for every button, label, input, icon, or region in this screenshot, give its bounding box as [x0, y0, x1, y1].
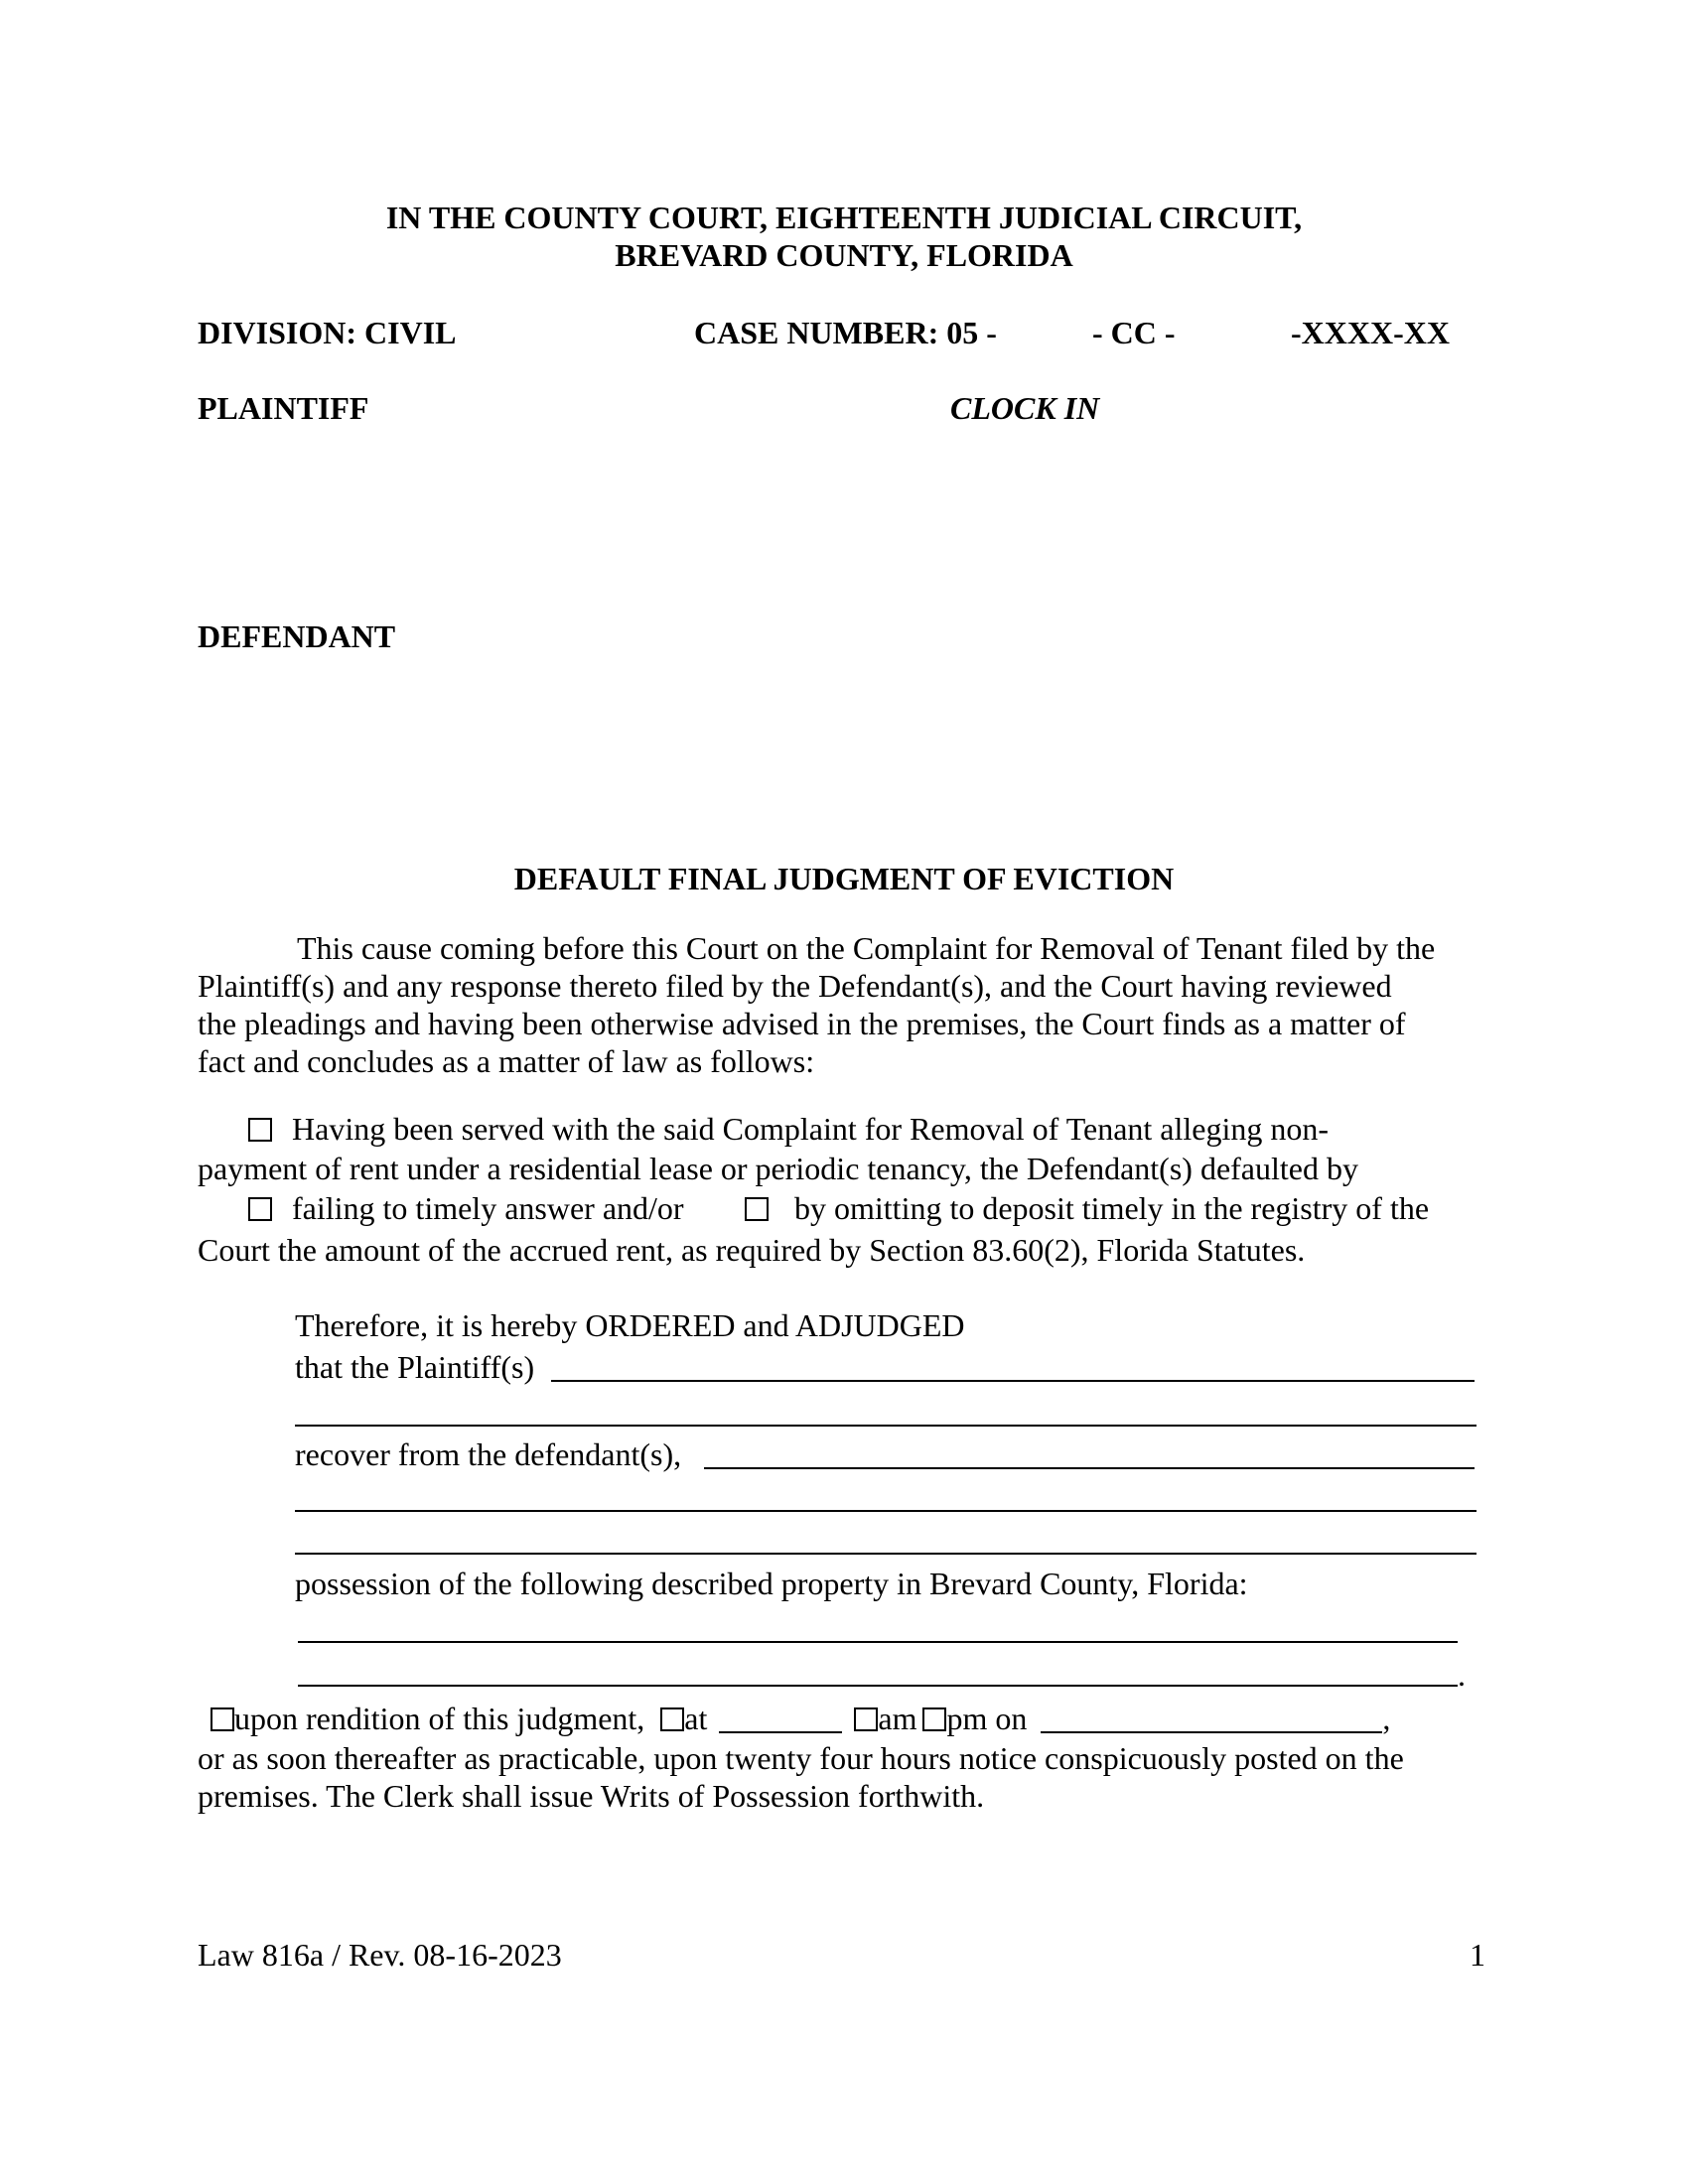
- default-line-1: Having been served with the said Complaint for Removal of Tenant alleging non-: [248, 1110, 1329, 1148]
- am-checkbox[interactable]: [854, 1707, 878, 1731]
- recover-label: recover from the defendant(s),: [295, 1436, 682, 1472]
- failed-deposit-checkbox[interactable]: [745, 1197, 769, 1221]
- failed-answer-checkbox[interactable]: [248, 1197, 272, 1221]
- form-id: Law 816a / Rev. 08-16-2023: [198, 1937, 562, 1973]
- time-field[interactable]: [719, 1706, 842, 1733]
- property-description-field-2[interactable]: [298, 1685, 1458, 1687]
- case-number-label: CASE NUMBER: 05 -: [694, 315, 997, 350]
- page-number: 1: [1470, 1937, 1485, 1973]
- property-description-field[interactable]: [298, 1641, 1458, 1643]
- intro-line-1: This cause coming before this Court on the Complaint for Removal of Tenant filed by the: [297, 930, 1436, 966]
- plaintiff-name-field[interactable]: [551, 1380, 1475, 1382]
- document-title: DEFAULT FINAL JUDGMENT OF EVICTION: [513, 861, 1175, 896]
- case-number-suffix: -XXXX-XX: [1291, 315, 1450, 350]
- default-line-2: payment of rent under a residential lease or periodic tenancy, the Defendant(s) defaulted by: [198, 1151, 1358, 1186]
- therefore-line: Therefore, it is hereby ORDERED and ADJUDGED: [295, 1307, 965, 1343]
- plaintiff-label: PLAINTIFF: [198, 390, 369, 426]
- case-number-cc: - CC -: [1092, 315, 1176, 350]
- defendant-name-field-2[interactable]: [295, 1510, 1477, 1512]
- timing-line: upon rendition of this judgment, at am pm on ,: [211, 1700, 1390, 1737]
- court-heading-line2: BREVARD COUNTY, FLORIDA: [615, 237, 1073, 273]
- intro-line-4: fact and concludes as a matter of law as follows:: [198, 1043, 815, 1079]
- property-period: .: [1458, 1657, 1466, 1693]
- timing-line-3: premises. The Clerk shall issue Writs of Possession forthwith.: [198, 1778, 985, 1814]
- plaintiff-name-field-2[interactable]: [295, 1425, 1477, 1427]
- intro-line-2: Plaintiff(s) and any response thereto filed by the Defendant(s), and the Court having reviewed: [198, 968, 1392, 1004]
- date-field[interactable]: [1041, 1706, 1382, 1733]
- default-line-4: Court the amount of the accrued rent, as required by Section 83.60(2), Florida Statutes.: [198, 1232, 1306, 1268]
- defendant-name-field[interactable]: [704, 1467, 1475, 1469]
- plaintiff-recover-label: that the Plaintiff(s): [295, 1349, 535, 1385]
- served-checkbox[interactable]: [248, 1118, 272, 1142]
- clock-in-label: CLOCK IN: [950, 390, 1100, 426]
- intro-line-3: the pleadings and having been otherwise advised in the premises, the Court finds as a matter of: [198, 1006, 1406, 1041]
- upon-rendition-checkbox[interactable]: [211, 1707, 234, 1731]
- court-heading-line1: IN THE COUNTY COURT, EIGHTEENTH JUDICIAL CIRCUIT,: [385, 200, 1303, 235]
- defendant-label: DEFENDANT: [198, 618, 396, 654]
- possession-label: possession of the following described property in Brevard County, Florida:: [295, 1566, 1248, 1601]
- division-label: DIVISION: CIVIL: [198, 315, 457, 350]
- defendant-name-field-3[interactable]: [295, 1553, 1477, 1555]
- deposit-option: by omitting to deposit timely in the registry of the: [745, 1189, 1429, 1227]
- timing-line-2: or as soon thereafter as practicable, upon twenty four hours notice conspicuously posted on the: [198, 1740, 1404, 1776]
- default-line-3: failing to timely answer and/or: [248, 1189, 684, 1227]
- at-time-checkbox[interactable]: [660, 1707, 684, 1731]
- pm-checkbox[interactable]: [922, 1707, 946, 1731]
